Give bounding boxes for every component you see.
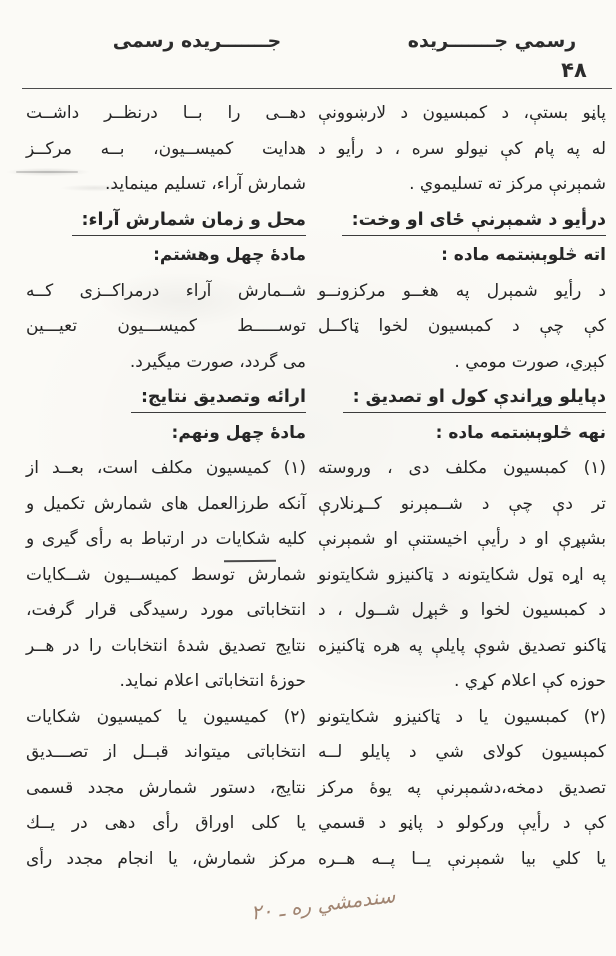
section-heading: محل و زمان شمارش آراء: [26, 203, 306, 239]
text-line: (۲) كمبسيون يا د ټاكنيزو شكايتونو [318, 706, 606, 727]
text-line: آنكه طرزالعمل هاى شمارش تكميل و [26, 493, 306, 514]
page-number: ۴۸ [561, 58, 587, 82]
text-line: بشپړې او د رأيې اخيستنې او شمېرنې [318, 529, 606, 549]
text-line: كليه شكايات در ارتباط به رأى گيرى و [26, 529, 306, 549]
text-line: تر دې چې د شــمېرنو كــړنلارې [318, 493, 606, 514]
text-line: هدايت كميســيون، بــه مركــز [26, 138, 306, 159]
article-title: مادۀ چهل ونهم: [171, 422, 306, 443]
section-heading: دپايلو وړاندې كول او تصديق : [318, 380, 606, 416]
text-line: تصديق دمخه،دشمېرنې په يوۀ مركز [318, 777, 606, 798]
text-line: يا كلى اوراق رأى دهى در يــك [26, 813, 306, 833]
text-line: حوزه كې اعلام كړي . [453, 671, 606, 691]
scan-smudge [16, 171, 78, 173]
text-line: ټاكنو تصديق شوې پايلې په هره ټاكنيزه [318, 635, 606, 656]
gazette-title-right: رسمي جـــــــريده [407, 30, 577, 52]
text-line: كمېسيون كولاى شي د پايلو لــه [318, 742, 606, 762]
text-line: نتايج تصديق شدۀ انتخابات را در هــر [26, 635, 306, 656]
article-title: مادۀ چهل وهشتم: [153, 245, 306, 265]
text-line: شمارش آراء، تسليم مينمايد. [105, 174, 306, 194]
header-divider [22, 88, 612, 89]
text-line: كې د رأيې وركولو د پاڼو د قسمي [318, 813, 606, 833]
text-line: شــمارش آراء درمراكــزى كــه [26, 280, 306, 301]
text-line: كې چې د كمبسيون لخوا ټاكــل [318, 316, 606, 336]
dari-column [26, 96, 306, 877]
text-line: كېږي، صورت مومي . [454, 351, 606, 372]
text-line: انتخاباتى مورد رسيدگى قرار گرفت، [26, 600, 306, 620]
pashto-column [318, 96, 606, 877]
text-line: يا كلي بيا شمېرنې يــا پــه هــره [318, 848, 606, 869]
section-heading: درأيو د شمېرنې ځاى او وخت: [318, 203, 606, 239]
gazette-title-left: جـــــــريده رسمى [112, 30, 282, 52]
text-line: مركز شمارش، يا انجام مجدد رأى [26, 848, 306, 869]
text-line: د كمبسيون لخوا و څېړل شــول ، د [318, 600, 606, 620]
text-line: دهــى را بــا درنظــر داشــت [26, 103, 306, 123]
text-line: (۱) كمبسيون مكلف دى ، وروسته [318, 458, 606, 478]
text-line: نتايج، دستور شمارش مجدد قسمى [26, 777, 306, 798]
text-line: مى گردد، صورت ميگيرد. [129, 351, 306, 372]
handwritten-note: سندمشي ره ـ ۲۰ [249, 883, 397, 925]
article-title: نهه څلوېښتمه ماده : [435, 422, 606, 443]
text-line: حوزۀ انتخاباتى اعلام نمايد. [119, 671, 306, 691]
section-heading: ارائه وتصديق نتايج: [26, 380, 306, 416]
text-line: له په پام كې نيولو سره ، د رأيو د [318, 138, 606, 159]
text-line: انتخاباتى ميتواند قبــل از تصـــديق [26, 742, 306, 762]
text-line: (۱) كميسيون مكلف است، بعــد از [26, 458, 306, 478]
text-line: (۲) كميسيون يا كميسيون شكايات [26, 706, 306, 727]
text-line: توســـــط كميســـيون تعيـــين [26, 316, 306, 336]
text-line: پاڼو بستې، د كمبسيون د لارښوونې [318, 103, 606, 123]
text-line: شمېرنې مركز ته تسليموي . [409, 174, 606, 194]
text-line: په اړه ټول شكايتونه د ټاكنيزو شكايتونو [318, 564, 606, 585]
article-title: اته څلوېښتمه ماده : [441, 245, 606, 265]
text-line: د رأيو شمېرل په هغــو مركزونــو [318, 280, 606, 301]
text-line: شمارش توسط كميســيون شــكايات [26, 564, 306, 585]
